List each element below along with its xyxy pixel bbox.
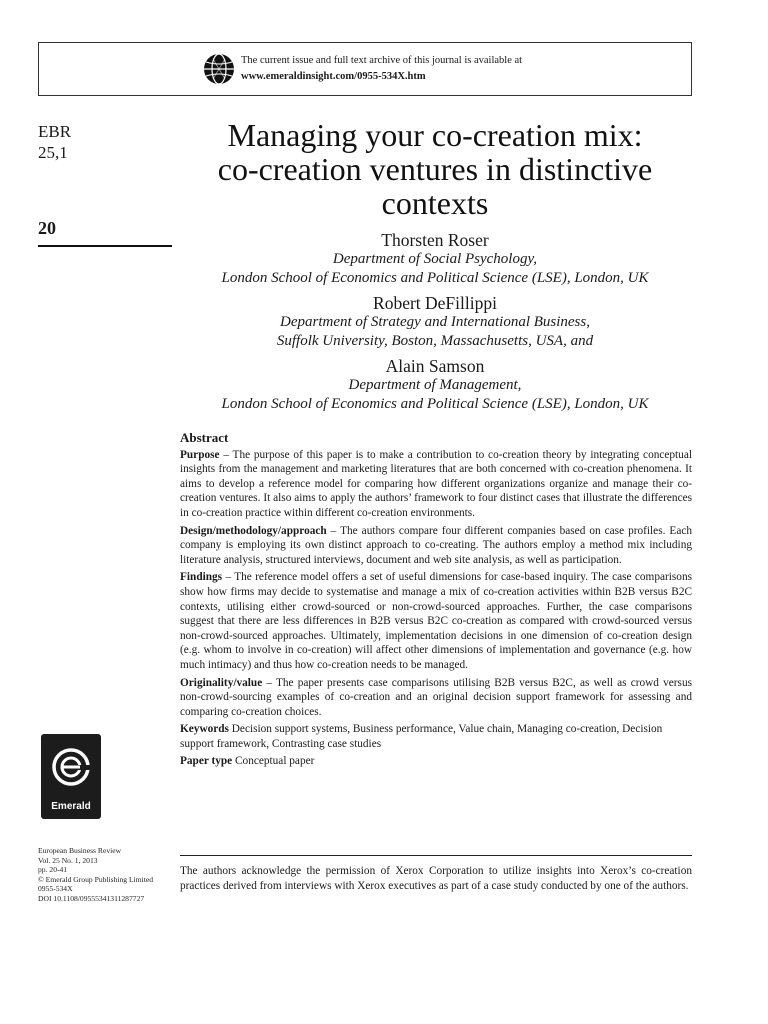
author-affiliation <box>176 313 694 351</box>
affiliation-line: Suffolk University, Boston, Massachusetts, USA, and <box>276 333 594 349</box>
banner-text: The current issue and full text archive of this journal is available at <box>241 55 523 66</box>
abstract-paper-type <box>180 754 692 769</box>
section-text: – The reference model offers a set of useful dimensions for case-based inquiry. The case comparisons show how firms may decide to systematise and manage a mix of co-creation activities within B2B versus B2C contexts, utilising either crowd-sourced or non-crowd-sourced approaches. Further, the case comparisons suggest that there are less differences in B2B versus B2C co-creation as compared with crowd-sourced versus non-crowd-sourced approaches. Ultimately, implementation decisions in one dimension of co-creation design (e.g. whom to involve in co-creation) will affect other dimensions of implementation and governance (e.g. how much intimacy) and thus how co-creation needs to be managed. <box>180 571 692 671</box>
author-affiliation <box>176 376 694 414</box>
affiliation-line: Department of Strategy and International Business, <box>280 314 590 330</box>
info-line: European Business Review <box>38 846 122 855</box>
author-name: Robert DeFillippi <box>373 293 497 313</box>
journal-code <box>38 121 71 163</box>
info-line: © Emerald Group Publishing Limited <box>38 874 154 884</box>
section-label: Design/methodology/approach <box>180 524 327 537</box>
author-block <box>176 293 694 351</box>
journal-abbreviation: EBR <box>38 122 72 141</box>
paper-title <box>176 118 694 220</box>
affiliation-line: London School of Economics and Political Science (LSE), London, UK <box>221 270 649 286</box>
section-label: Keywords <box>180 723 229 736</box>
journal-url-link[interactable]: www.emeraldinsight.com/0955-534X.htm <box>241 71 426 82</box>
abstract-findings <box>180 570 692 672</box>
author-block <box>176 230 694 288</box>
info-line: pp. 20-41 <box>38 865 68 875</box>
info-line: DOI 10.1108/09555341311287727 <box>38 893 145 903</box>
section-label: Findings <box>180 571 223 584</box>
logo-text: Emerald <box>51 801 91 812</box>
section-text: – The purpose of this paper is to make a contribution to co-creation theory by integrating conceptual insights from the management and marketing literatures that are both concerned with co-creation phenomena. It aims to develop a reference model for comparing how different organizations organize and manage their co-creation ventures. It also aims to apply the authors’ framework to four distinct cases that illustrate the differences in co-creation practice within different co-creation environments. <box>180 448 692 519</box>
affiliation-line: Department of Management, <box>348 377 522 393</box>
section-text: Conceptual paper <box>232 755 315 768</box>
journal-availability-banner <box>38 42 692 96</box>
abstract-heading: Abstract <box>180 430 229 445</box>
section-text: – The paper presents case comparisons utilising B2B versus B2C, as well as crowd versus non-crowd-sourcing examples of co-creation and an original decision support framework for assessing and comparing co-creation choices. <box>180 676 692 718</box>
emerald-mark-icon <box>41 734 101 819</box>
info-line: Vol. 25 No. 1, 2013 <box>38 855 98 865</box>
author-list <box>176 230 694 419</box>
section-label: Originality/value <box>180 676 263 689</box>
globe-icon <box>203 53 235 85</box>
abstract-design <box>180 524 692 568</box>
author-name: Alain Samson <box>385 356 485 376</box>
abstract <box>180 431 692 772</box>
publication-info <box>38 846 153 904</box>
acknowledgement-footnote: The authors acknowledge the permission of Xerox Corporation to utilize insights into Xerox’s co-creation practices derived from interviews with Xerox executives as part of a case study conducted by one of the authors. <box>180 865 692 892</box>
journal-volume-issue: 25,1 <box>38 143 68 162</box>
section-text: – The authors compare four different companies based on case profiles. Each company is employing its own distinct approach to co-creating. The authors employ a method mix including literature analysis, structured interviews, document and web site analysis, as well as participation. <box>180 524 692 566</box>
footnote-rule <box>180 855 692 856</box>
title-line: co-creation ventures in distinctive <box>217 151 653 187</box>
abstract-purpose <box>180 448 692 521</box>
title-line: Managing your co-creation mix: <box>227 117 643 153</box>
affiliation-line: Department of Social Psychology, <box>332 251 538 267</box>
info-line: 0955-534X <box>38 884 73 894</box>
affiliation-line: London School of Economics and Political Science (LSE), London, UK <box>221 396 649 412</box>
section-label: Paper type <box>180 755 233 768</box>
section-text: Decision support systems, Business performance, Value chain, Managing co-creation, Decision support framework, Contrasting case studies <box>180 723 663 750</box>
abstract-keywords <box>180 722 692 751</box>
author-affiliation <box>176 250 694 288</box>
author-block <box>176 356 694 414</box>
page-number-rule <box>38 245 172 247</box>
emerald-logo-icon <box>41 734 101 819</box>
title-line: contexts <box>381 185 489 221</box>
author-name: Thorsten Roser <box>381 230 489 250</box>
abstract-originality <box>180 676 692 720</box>
page-number: 20 <box>38 218 56 238</box>
section-label: Purpose <box>180 448 220 461</box>
